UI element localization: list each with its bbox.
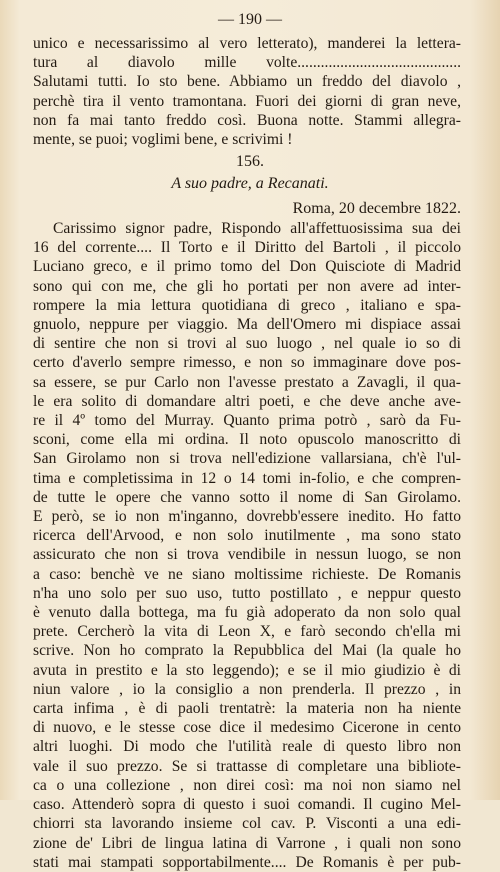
text-line: Luciano greco, e il primo tomo del Don Quisciote di Madrid — [33, 258, 461, 276]
text-line: è venuto dalla bottega, ma fu già adoperato da non solo qual — [33, 604, 461, 622]
text-line: le era solito di domandare altri poeti, e che deve anche ave- — [33, 392, 461, 410]
text-line: mente, se puoi; voglimi bene, e scrivimi ! — [33, 131, 293, 149]
text-line: non fa mai tanto freddo così. Buona notte. Stammi allegra- — [33, 111, 461, 129]
letter-date: Roma, 20 decembre 1822. — [292, 200, 461, 217]
letter-number: 156. — [236, 153, 264, 170]
text-line: Carissimo signor padre, Rispondo all'affettuosissima sua dei — [53, 220, 461, 237]
text-line: tura al diavolo mille volte.......................................... — [33, 54, 461, 72]
text-line: re il 4º tomo del Murray. Quanto prima potrò , sarò da Fu- — [33, 412, 461, 430]
text-line: 16 del corrente.... Il Torto e il Diritto del Bartoli , il piccolo — [33, 239, 461, 257]
text-line: sa essere, se pur Carlo non l'avesse prestato a Zavagli, il qua- — [33, 373, 461, 391]
text-line: scrive. Non ho comprato la Repubblica del Mai (la quale ho — [33, 642, 461, 660]
text-line: gnuolo, neppure per viaggio. Ma dell'Omero mi dispiace assai — [33, 316, 461, 334]
text-line: certo d'averlo sempre rimesso, e non so immaginare dove pos- — [33, 354, 461, 372]
page-number: — 190 — — [218, 11, 282, 28]
text-line: di sentire che non si trovi al suo luogo , nel quale io so di — [33, 335, 461, 353]
text-line: zione de' Libri de lingua latina di Varrone , i quali non sono — [33, 834, 461, 852]
text-line: perchè tira il vento tramontana. Fuori dei giorni di gran neve, — [33, 92, 461, 110]
text-line: avuta in prestito e la sto leggendo); e se il mio giudizio è di — [33, 661, 461, 679]
text-line: tima e completissima in 12 o 14 tomi in-folio, e che compren- — [33, 469, 461, 487]
text-line: chiorri sta lavorando insieme col cav. P. Visconti a una edi- — [33, 815, 461, 833]
text-line: sconi, come ella mi ordina. Il noto opuscolo manoscritto di — [33, 431, 461, 449]
text-line: vale il suo prezzo. Se si trattasse di completare una bibliote- — [33, 757, 461, 775]
text-line: n'ha uno solo per suo uso, tutto postillato , e neppur questo — [33, 584, 461, 602]
text-line: di nuovo, e le stesse cose dice il medesimo Cicerone in cento — [33, 719, 461, 737]
text-line: rompere la mia lettura quotidiana di greco , italiano e spa- — [33, 296, 461, 314]
text-line: ricerca dell'Arvood, e non solo inutilmente , ma sono stato — [33, 527, 461, 545]
letter-body — [33, 219, 461, 872]
text-line: niun valore , io la consiglio a non prenderla. Il prezzo , in — [33, 680, 461, 698]
text-line: sono qui con me, che gli ho portati per non avere ad inter- — [33, 277, 461, 295]
text-line: altri luoghi. Di modo che l'utilità reale di questo libro non — [33, 738, 461, 756]
text-line: Salutami tutti. Io sto bene. Abbiamo un freddo del diavolo , — [33, 73, 461, 91]
text-line: caso. Attenderò sopra di questo i suoi comandi. Il cugino Mel- — [33, 796, 461, 814]
text-line: stati mai stampati sopportabilmente.... De Romanis è per pub- — [33, 853, 461, 871]
text-line: de tutte le opere che vanno sotto il nome di San Girolamo. — [33, 488, 461, 506]
text-line: assicurato che non si trova vendibile in nessun luogo, se non — [33, 546, 461, 564]
text-line: E però, se io non m'inganno, dovrebb'essere inedito. Ho fatto — [33, 508, 461, 526]
letter-title: A suo padre, a Recanati. — [171, 175, 329, 192]
text-line: prete. Cercherò la vita di Leon X, e farò secondo ch'ella mi — [33, 623, 461, 641]
text-line: ca o una collezione , non direi così: ma noi non siamo nel — [33, 776, 461, 794]
letter-closing-paragraph — [33, 34, 461, 149]
text-line: a caso: benchè ve ne siano moltissime richieste. De Romanis — [33, 565, 461, 583]
text-line: unico e necessarissimo al vero letterato), manderei la lettera- — [33, 35, 461, 52]
text-line: carta infima , è di paoli trentatrè: la materia non ha niente — [33, 700, 461, 718]
text-line: San Girolamo non si trova nell'edizione vallarsiana, ch'è l'ul- — [33, 450, 461, 468]
